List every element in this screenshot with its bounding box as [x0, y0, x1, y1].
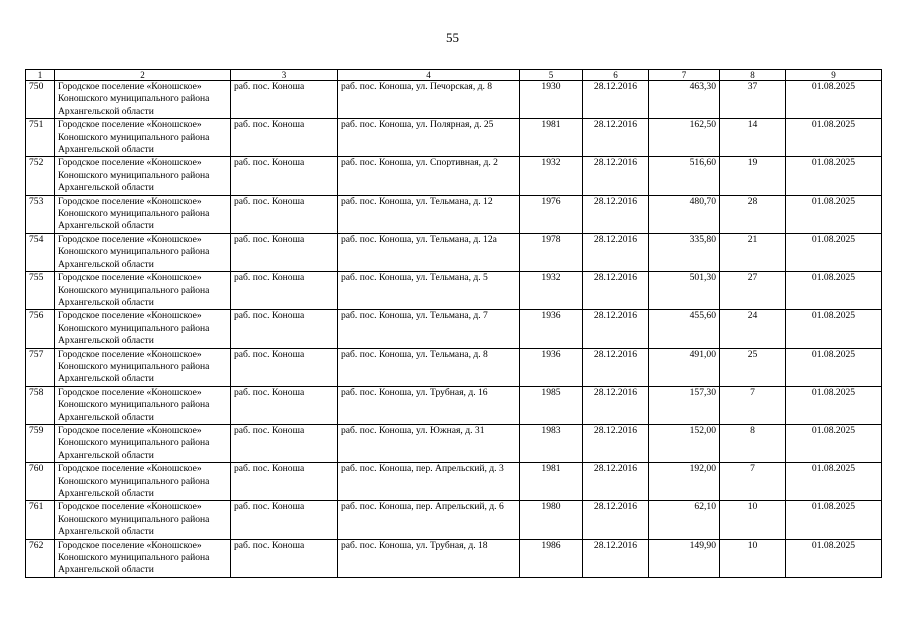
table-row — [26, 539, 882, 577]
date-cell: 28.12.2016 — [583, 272, 649, 310]
address-cell: раб. пос. Коноша, ул. Спортивная, д. 2 — [338, 157, 520, 195]
area-cell: 157,30 — [649, 386, 720, 424]
row-number-cell: 755 — [26, 272, 55, 310]
residents-cell: 8 — [720, 424, 786, 462]
deadline-cell: 01.08.2025 — [786, 424, 882, 462]
row-number-cell: 758 — [26, 386, 55, 424]
deadline-cell: 01.08.2025 — [786, 195, 882, 233]
year-cell: 1936 — [520, 348, 583, 386]
deadline-cell: 01.08.2025 — [786, 539, 882, 577]
locality-cell: раб. пос. Коноша — [231, 348, 338, 386]
table-row — [26, 119, 882, 157]
year-cell: 1932 — [520, 272, 583, 310]
area-cell: 501,30 — [649, 272, 720, 310]
row-number-cell: 759 — [26, 424, 55, 462]
area-cell: 455,60 — [649, 310, 720, 348]
date-cell: 28.12.2016 — [583, 195, 649, 233]
residents-cell: 7 — [720, 386, 786, 424]
municipality-cell: Городское поселение «Коношское» Коношского муниципального района Архангельской области — [55, 272, 231, 310]
address-cell: раб. пос. Коноша, ул. Тельмана, д. 7 — [338, 310, 520, 348]
table-row — [26, 424, 882, 462]
table-row — [26, 233, 882, 271]
area-cell: 62,10 — [649, 501, 720, 539]
area-cell: 516,60 — [649, 157, 720, 195]
row-number-cell: 760 — [26, 463, 55, 501]
address-cell: раб. пос. Коноша, ул. Печорская, д. 8 — [338, 81, 520, 119]
row-number-cell: 761 — [26, 501, 55, 539]
address-cell: раб. пос. Коноша, ул. Тельмана, д. 12а — [338, 233, 520, 271]
date-cell: 28.12.2016 — [583, 157, 649, 195]
municipality-cell: Городское поселение «Коношское» Коношского муниципального района Архангельской области — [55, 463, 231, 501]
locality-cell: раб. пос. Коноша — [231, 463, 338, 501]
table-row — [26, 348, 882, 386]
area-cell: 192,00 — [649, 463, 720, 501]
table-row — [26, 157, 882, 195]
municipality-cell: Городское поселение «Коношское» Коношского муниципального района Архангельской области — [55, 424, 231, 462]
column-header: 7 — [649, 70, 720, 81]
year-cell: 1981 — [520, 463, 583, 501]
locality-cell: раб. пос. Коноша — [231, 119, 338, 157]
year-cell: 1936 — [520, 310, 583, 348]
municipality-cell: Городское поселение «Коношское» Коношского муниципального района Архангельской области — [55, 119, 231, 157]
locality-cell: раб. пос. Коноша — [231, 424, 338, 462]
table-row — [26, 386, 882, 424]
residents-cell: 19 — [720, 157, 786, 195]
residents-cell: 10 — [720, 501, 786, 539]
locality-cell: раб. пос. Коноша — [231, 81, 338, 119]
address-cell: раб. пос. Коноша, ул. Тельмана, д. 5 — [338, 272, 520, 310]
address-cell: раб. пос. Коноша, ул. Тельмана, д. 8 — [338, 348, 520, 386]
residents-cell: 10 — [720, 539, 786, 577]
year-cell: 1930 — [520, 81, 583, 119]
municipality-cell: Городское поселение «Коношское» Коношского муниципального района Архангельской области — [55, 195, 231, 233]
locality-cell: раб. пос. Коноша — [231, 233, 338, 271]
deadline-cell: 01.08.2025 — [786, 119, 882, 157]
housing-registry-table — [25, 69, 882, 578]
municipality-cell: Городское поселение «Коношское» Коношского муниципального района Архангельской области — [55, 81, 231, 119]
date-cell: 28.12.2016 — [583, 310, 649, 348]
residents-cell: 25 — [720, 348, 786, 386]
address-cell: раб. пос. Коноша, ул. Трубная, д. 16 — [338, 386, 520, 424]
locality-cell: раб. пос. Коноша — [231, 195, 338, 233]
deadline-cell: 01.08.2025 — [786, 233, 882, 271]
table-row — [26, 463, 882, 501]
table-header — [26, 70, 882, 81]
column-header: 9 — [786, 70, 882, 81]
locality-cell: раб. пос. Коноша — [231, 501, 338, 539]
column-header: 4 — [338, 70, 520, 81]
date-cell: 28.12.2016 — [583, 81, 649, 119]
table-row — [26, 310, 882, 348]
row-number-cell: 753 — [26, 195, 55, 233]
date-cell: 28.12.2016 — [583, 348, 649, 386]
date-cell: 28.12.2016 — [583, 539, 649, 577]
row-number-cell: 751 — [26, 119, 55, 157]
table-row — [26, 195, 882, 233]
address-cell: раб. пос. Коноша, ул. Тельмана, д. 12 — [338, 195, 520, 233]
area-cell: 491,00 — [649, 348, 720, 386]
area-cell: 152,00 — [649, 424, 720, 462]
area-cell: 162,50 — [649, 119, 720, 157]
residents-cell: 24 — [720, 310, 786, 348]
municipality-cell: Городское поселение «Коношское» Коношского муниципального района Архангельской области — [55, 386, 231, 424]
year-cell: 1980 — [520, 501, 583, 539]
area-cell: 149,90 — [649, 539, 720, 577]
municipality-cell: Городское поселение «Коношское» Коношского муниципального района Архангельской области — [55, 157, 231, 195]
area-cell: 463,30 — [649, 81, 720, 119]
date-cell: 28.12.2016 — [583, 233, 649, 271]
year-cell: 1981 — [520, 119, 583, 157]
residents-cell: 21 — [720, 233, 786, 271]
residents-cell: 28 — [720, 195, 786, 233]
column-number-row — [26, 70, 882, 81]
column-header: 6 — [583, 70, 649, 81]
year-cell: 1986 — [520, 539, 583, 577]
deadline-cell: 01.08.2025 — [786, 463, 882, 501]
row-number-cell: 754 — [26, 233, 55, 271]
address-cell: раб. пос. Коноша, ул. Полярная, д. 25 — [338, 119, 520, 157]
date-cell: 28.12.2016 — [583, 501, 649, 539]
year-cell: 1985 — [520, 386, 583, 424]
address-cell: раб. пос. Коноша, пер. Апрельский, д. 6 — [338, 501, 520, 539]
residents-cell: 27 — [720, 272, 786, 310]
address-cell: раб. пос. Коноша, ул. Южная, д. 31 — [338, 424, 520, 462]
residents-cell: 37 — [720, 81, 786, 119]
municipality-cell: Городское поселение «Коношское» Коношского муниципального района Архангельской области — [55, 348, 231, 386]
row-number-cell: 762 — [26, 539, 55, 577]
locality-cell: раб. пос. Коноша — [231, 386, 338, 424]
locality-cell: раб. пос. Коноша — [231, 272, 338, 310]
address-cell: раб. пос. Коноша, ул. Трубная, д. 18 — [338, 539, 520, 577]
residents-cell: 14 — [720, 119, 786, 157]
year-cell: 1983 — [520, 424, 583, 462]
table-row — [26, 272, 882, 310]
municipality-cell: Городское поселение «Коношское» Коношского муниципального района Архангельской области — [55, 501, 231, 539]
area-cell: 335,80 — [649, 233, 720, 271]
page-number: 55 — [446, 30, 459, 45]
date-cell: 28.12.2016 — [583, 424, 649, 462]
row-number-cell: 750 — [26, 81, 55, 119]
locality-cell: раб. пос. Коноша — [231, 310, 338, 348]
year-cell: 1978 — [520, 233, 583, 271]
residents-cell: 7 — [720, 463, 786, 501]
column-header: 5 — [520, 70, 583, 81]
date-cell: 28.12.2016 — [583, 386, 649, 424]
column-header: 8 — [720, 70, 786, 81]
deadline-cell: 01.08.2025 — [786, 157, 882, 195]
year-cell: 1932 — [520, 157, 583, 195]
table-row — [26, 501, 882, 539]
address-cell: раб. пос. Коноша, пер. Апрельский, д. 3 — [338, 463, 520, 501]
deadline-cell: 01.08.2025 — [786, 348, 882, 386]
area-cell: 480,70 — [649, 195, 720, 233]
row-number-cell: 756 — [26, 310, 55, 348]
municipality-cell: Городское поселение «Коношское» Коношского муниципального района Архангельской области — [55, 233, 231, 271]
locality-cell: раб. пос. Коноша — [231, 539, 338, 577]
deadline-cell: 01.08.2025 — [786, 501, 882, 539]
column-header: 3 — [231, 70, 338, 81]
date-cell: 28.12.2016 — [583, 463, 649, 501]
column-header: 1 — [26, 70, 55, 81]
deadline-cell: 01.08.2025 — [786, 81, 882, 119]
deadline-cell: 01.08.2025 — [786, 386, 882, 424]
deadline-cell: 01.08.2025 — [786, 310, 882, 348]
municipality-cell: Городское поселение «Коношское» Коношского муниципального района Архангельской области — [55, 539, 231, 577]
year-cell: 1976 — [520, 195, 583, 233]
row-number-cell: 757 — [26, 348, 55, 386]
table-body — [26, 81, 882, 578]
date-cell: 28.12.2016 — [583, 119, 649, 157]
municipality-cell: Городское поселение «Коношское» Коношского муниципального района Архангельской области — [55, 310, 231, 348]
column-header: 2 — [55, 70, 231, 81]
deadline-cell: 01.08.2025 — [786, 272, 882, 310]
table-row — [26, 81, 882, 119]
locality-cell: раб. пос. Коноша — [231, 157, 338, 195]
row-number-cell: 752 — [26, 157, 55, 195]
